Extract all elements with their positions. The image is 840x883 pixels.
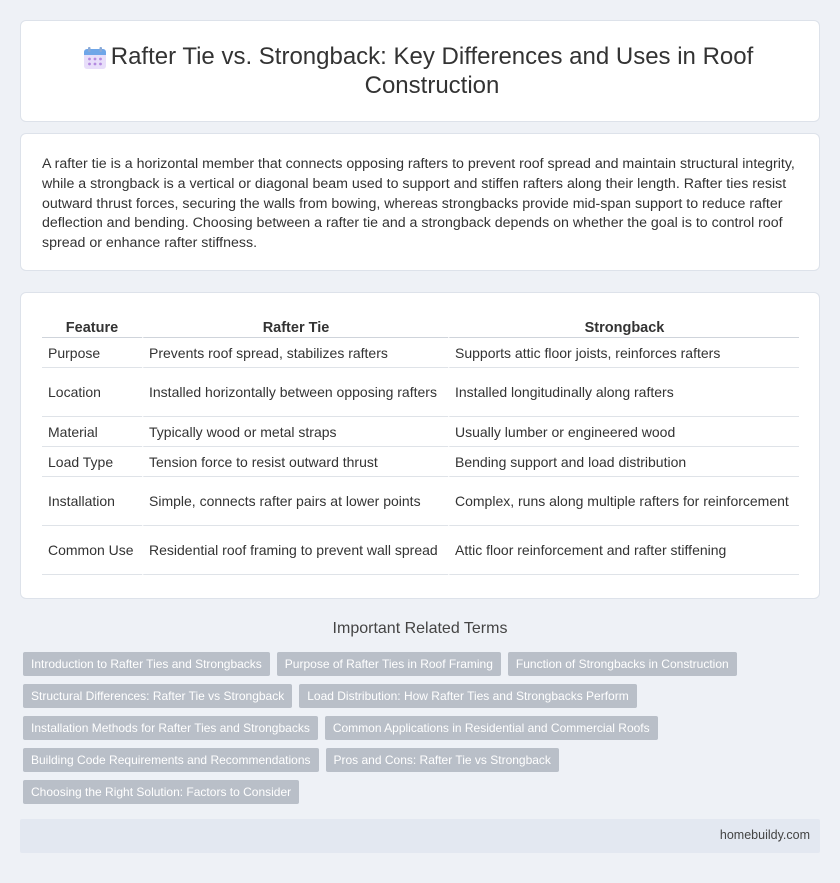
- table-cell: Usually lumber or engineered wood: [448, 417, 799, 447]
- column-header-feature: Feature: [42, 314, 142, 338]
- table-cell: Installed horizontally between opposing rafters: [142, 368, 448, 417]
- related-term-tag[interactable]: Building Code Requirements and Recommendations: [23, 748, 319, 772]
- table-row: [42, 368, 799, 417]
- table-cell: Material: [42, 417, 142, 447]
- table-row: [42, 477, 799, 526]
- table-cell: Attic floor reinforcement and rafter stiffening: [448, 526, 799, 575]
- column-header-strongback: Strongback: [448, 314, 799, 338]
- table-cell: Complex, runs along multiple rafters for reinforcement: [448, 477, 799, 526]
- related-term-tag[interactable]: Choosing the Right Solution: Factors to Consider: [23, 780, 299, 804]
- table-row: [42, 526, 799, 575]
- table-header-row: [42, 314, 799, 338]
- table-cell: Location: [42, 368, 142, 417]
- page-title: Rafter Tie vs. Strongback: Key Differences and Uses in Roof Construction: [110, 43, 754, 99]
- table-cell: Purpose: [42, 338, 142, 368]
- related-term-tag[interactable]: Load Distribution: How Rafter Ties and Strongbacks Perform: [299, 684, 636, 708]
- table-cell: Installation: [42, 477, 142, 526]
- header-card: [20, 20, 820, 122]
- related-term-tag[interactable]: Introduction to Rafter Ties and Strongbacks: [23, 652, 270, 676]
- intro-card: [20, 133, 820, 271]
- table-cell: Residential roof framing to prevent wall spread: [142, 526, 448, 575]
- table-cell: Supports attic floor joists, reinforces rafters: [448, 338, 799, 368]
- table-cell: Tension force to resist outward thrust: [142, 447, 448, 477]
- table-cell: Installed longitudinally along rafters: [448, 368, 799, 417]
- table-cell: Load Type: [42, 447, 142, 477]
- related-terms-heading: Important Related Terms: [332, 620, 508, 637]
- related-term-tag[interactable]: Pros and Cons: Rafter Tie vs Strongback: [326, 748, 559, 772]
- related-term-tag[interactable]: Structural Differences: Rafter Tie vs Strongback: [23, 684, 292, 708]
- footer-site-link[interactable]: homebuildy.com: [719, 828, 810, 842]
- related-terms-list: [23, 652, 823, 812]
- table-cell: Typically wood or metal straps: [142, 417, 448, 447]
- table-row: [42, 417, 799, 447]
- table-row: [42, 338, 799, 368]
- related-term-tag[interactable]: Installation Methods for Rafter Ties and Strongbacks: [23, 716, 318, 740]
- related-term-tag[interactable]: Common Applications in Residential and Commercial Roofs: [325, 716, 658, 740]
- related-term-tag[interactable]: Purpose of Rafter Ties in Roof Framing: [277, 652, 501, 676]
- intro-paragraph: A rafter tie is a horizontal member that connects opposing rafters to prevent roof spread and maintain structural integrity, while a strongback is a vertical or diagonal beam used to support and stiffen rafters along their length. Rafter ties resist outward thrust forces, securing the walls from bowing, whereas strongbacks provide mid-span support to reduce rafter deflection and bending. Choosing between a rafter tie and a strongback depends on whether the goal is to control roof spread or enhance rafter stiffness.: [42, 156, 795, 252]
- comparison-table: [42, 314, 799, 575]
- table-row: [42, 447, 799, 477]
- table-cell: Prevents roof spread, stabilizes rafters: [142, 338, 448, 368]
- table-cell: Simple, connects rafter pairs at lower points: [142, 477, 448, 526]
- comparison-table-card: [20, 292, 820, 599]
- footer: [20, 819, 820, 853]
- related-term-tag[interactable]: Function of Strongbacks in Construction: [508, 652, 737, 676]
- table-cell: Common Use: [42, 526, 142, 575]
- table-cell: Bending support and load distribution: [448, 447, 799, 477]
- column-header-rafter-tie: Rafter Tie: [142, 314, 448, 338]
